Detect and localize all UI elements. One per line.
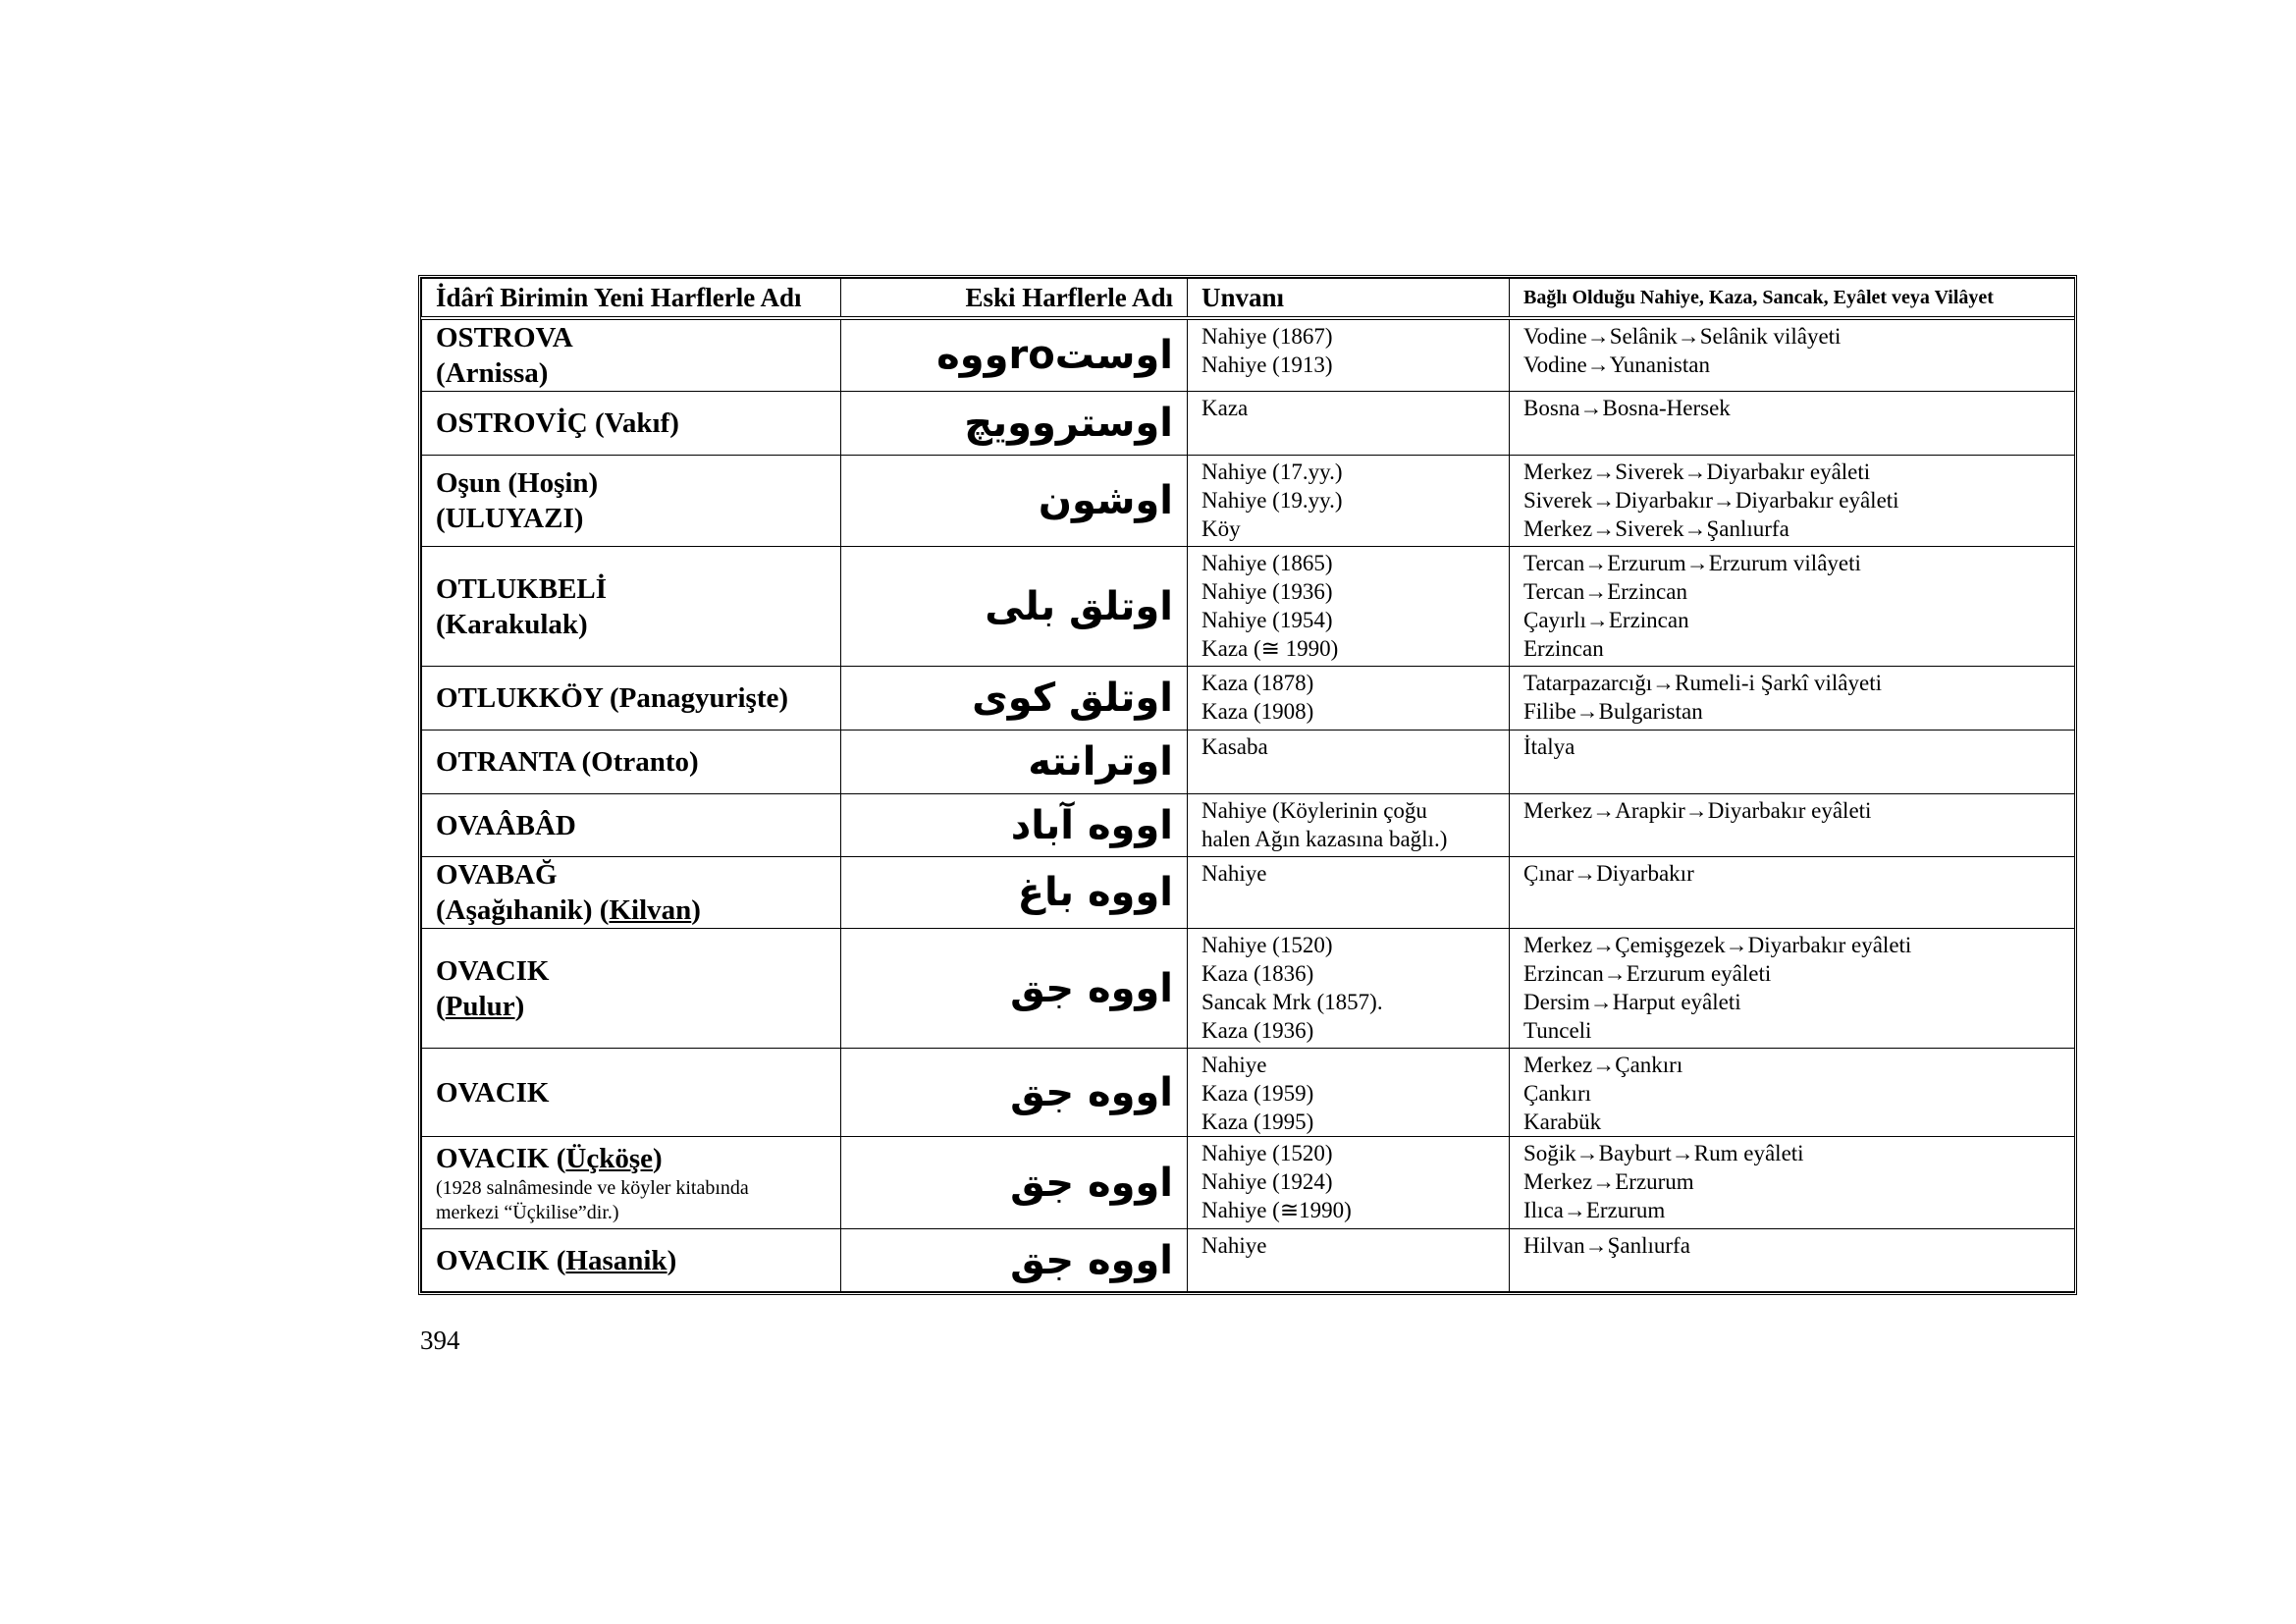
unit-name-cell xyxy=(422,1137,841,1229)
parent-line: Erzincan→Erzurum eyâleti xyxy=(1523,961,1772,986)
header-old-name: Eski Harflerle Adı xyxy=(841,279,1188,319)
old-script-name: اووه جق xyxy=(841,1049,1188,1137)
old-script-name: اووه جق xyxy=(841,1137,1188,1229)
unit-name-cell xyxy=(422,392,841,456)
title-line: Nahiye (1865) xyxy=(1201,551,1333,575)
table-row xyxy=(422,318,2075,392)
parent-line: Çayırlı→Erzincan xyxy=(1523,608,1689,632)
table-header-row xyxy=(422,279,2075,319)
old-script-name: اوترانته xyxy=(841,731,1188,794)
unit-name: OVACIK xyxy=(436,954,550,987)
underlined-name: Kilvan xyxy=(609,894,692,926)
title-line: Kasaba xyxy=(1201,734,1268,759)
administrative-units-table xyxy=(421,278,2075,1292)
title-cell xyxy=(1188,1229,1510,1292)
parent-line: Merkez→Siverek→Şanlıurfa xyxy=(1523,516,1789,541)
table-row xyxy=(422,392,2075,456)
unit-name-cell xyxy=(422,794,841,857)
old-script-name: اووه جق xyxy=(841,1229,1188,1292)
title-line: Kaza (1908) xyxy=(1201,699,1314,724)
table-row xyxy=(422,456,2075,547)
title-line: Nahiye xyxy=(1201,1053,1267,1077)
unit-name-cell xyxy=(422,731,841,794)
old-script-name: اوتلق بلى xyxy=(841,547,1188,667)
parent-line: Tercan→Erzincan xyxy=(1523,579,1687,604)
parent-line: Filibe→Bulgaristan xyxy=(1523,699,1703,724)
unit-name-cell xyxy=(422,456,841,547)
title-line: Kaza (1959) xyxy=(1201,1081,1314,1106)
title-cell xyxy=(1188,731,1510,794)
unit-name-cell xyxy=(422,667,841,731)
title-line: Nahiye (1520) xyxy=(1201,1141,1333,1165)
page-number: 394 xyxy=(420,1326,460,1355)
parent-line: Hilvan→Şanlıurfa xyxy=(1523,1233,1690,1258)
unit-name: OSTROVİÇ (Vakıf) xyxy=(436,407,679,439)
parent-line: Tercan→Erzurum→Erzurum vilâyeti xyxy=(1523,551,1861,575)
unit-alt-name: (Karakulak) xyxy=(436,608,588,640)
parent-cell xyxy=(1510,929,2075,1049)
table-row xyxy=(422,857,2075,929)
table-row xyxy=(422,731,2075,794)
table-row xyxy=(422,1229,2075,1292)
title-line: Nahiye (19.yy.) xyxy=(1201,488,1343,513)
title-line: Nahiye (17.yy.) xyxy=(1201,460,1343,484)
unit-name: OVACIK (Üçköşe) xyxy=(436,1142,663,1174)
unit-name: OVAÂBÂD xyxy=(436,809,576,841)
table-row xyxy=(422,794,2075,857)
parent-cell xyxy=(1510,547,2075,667)
parent-line: Bosna→Bosna-Hersek xyxy=(1523,396,1731,420)
unit-alt-name: (Pulur) xyxy=(436,990,525,1022)
parent-line: Vodine→Yunanistan xyxy=(1523,352,1710,377)
title-line: Nahiye (1867) xyxy=(1201,324,1333,349)
title-line: halen Ağın kazasına bağlı.) xyxy=(1201,827,1448,851)
title-cell xyxy=(1188,667,1510,731)
title-cell xyxy=(1188,794,1510,857)
title-cell xyxy=(1188,318,1510,392)
title-line: Nahiye (1924) xyxy=(1201,1169,1333,1194)
old-script-name: اوستروويچ xyxy=(841,392,1188,456)
parent-line: İtalya xyxy=(1523,734,1575,759)
title-line: Nahiye (1936) xyxy=(1201,579,1333,604)
title-cell xyxy=(1188,929,1510,1049)
parent-line: Tatarpazarcığı→Rumeli-i Şarkî vilâyeti xyxy=(1523,671,1882,695)
old-script-name: اوستroووه xyxy=(841,318,1188,392)
parent-line: Karabük xyxy=(1523,1110,1602,1134)
title-cell xyxy=(1188,392,1510,456)
old-script-name: اووه آباد xyxy=(841,794,1188,857)
parent-line: Merkez→Erzurum xyxy=(1523,1169,1694,1194)
header-parent: Bağlı Olduğu Nahiye, Kaza, Sancak, Eyâlet veya Vilâyet xyxy=(1510,279,2075,319)
parent-line: Vodine→Selânik→Selânik vilâyeti xyxy=(1523,324,1842,349)
table-row xyxy=(422,1049,2075,1137)
unit-alt-name: (Arnissa) xyxy=(436,357,549,389)
unit-name-cell xyxy=(422,929,841,1049)
title-cell xyxy=(1188,456,1510,547)
parent-line: Çankırı xyxy=(1523,1081,1591,1106)
header-title: Unvanı xyxy=(1188,279,1510,319)
title-line: Nahiye (1520) xyxy=(1201,933,1333,957)
unit-name: OTLUKKÖY (Panagyurişte) xyxy=(436,682,789,714)
parent-line: Merkez→Siverek→Diyarbakır eyâleti xyxy=(1523,460,1871,484)
unit-name-cell xyxy=(422,857,841,929)
parent-cell xyxy=(1510,731,2075,794)
unit-name: OSTROVA xyxy=(436,322,573,353)
unit-name-cell xyxy=(422,318,841,392)
title-line: Nahiye (1913) xyxy=(1201,352,1333,377)
parent-line: Merkez→Çemişgezek→Diyarbakır eyâleti xyxy=(1523,933,1912,957)
unit-name: OTLUKBELİ xyxy=(436,572,608,605)
unit-name: OVABAĞ xyxy=(436,859,558,891)
unit-name-cell xyxy=(422,1229,841,1292)
parent-cell xyxy=(1510,456,2075,547)
underlined-name: Üçköşe xyxy=(565,1142,654,1174)
parent-line: Dersim→Harput eyâleti xyxy=(1523,990,1741,1014)
unit-alt-name: (ULUYAZI) xyxy=(436,503,584,534)
title-line: Kaza xyxy=(1201,396,1249,420)
title-line: Sancak Mrk (1857). xyxy=(1201,990,1383,1014)
table-row xyxy=(422,1137,2075,1229)
title-line: Nahiye (1954) xyxy=(1201,608,1333,632)
parent-line: Çınar→Diyarbakır xyxy=(1523,861,1694,886)
table-row xyxy=(422,547,2075,667)
underlined-name: Hasanik xyxy=(565,1244,667,1276)
parent-line: Tunceli xyxy=(1523,1018,1592,1043)
unit-name: Oşun (Hoşin) xyxy=(436,467,599,499)
title-line: Nahiye xyxy=(1201,1233,1267,1258)
title-cell xyxy=(1188,1049,1510,1137)
parent-line: Ilıca→Erzurum xyxy=(1523,1198,1666,1222)
parent-cell xyxy=(1510,1049,2075,1137)
index-table-frame xyxy=(418,275,2077,1295)
parent-line: Erzincan xyxy=(1523,636,1604,661)
parent-line: Merkez→Arapkir→Diyarbakır eyâleti xyxy=(1523,798,1872,823)
table-row xyxy=(422,929,2075,1049)
parent-cell xyxy=(1510,318,2075,392)
title-line: Köy xyxy=(1201,516,1241,541)
title-line: Nahiye (≅1990) xyxy=(1201,1198,1352,1222)
parent-line: Siverek→Diyarbakır→Diyarbakır eyâleti xyxy=(1523,488,1899,513)
unit-alt-name: (Aşağıhanik) (Kilvan) xyxy=(436,894,701,926)
title-line: Kaza (1836) xyxy=(1201,961,1314,986)
unit-note: (1928 salnâmesinde ve köyler kitabında xyxy=(436,1176,749,1199)
unit-name-cell xyxy=(422,547,841,667)
unit-note: merkezi “Üçkilise”dir.) xyxy=(436,1201,619,1223)
title-line: Kaza (≅ 1990) xyxy=(1201,636,1339,661)
parent-cell xyxy=(1510,794,2075,857)
underlined-name: Pulur xyxy=(445,990,515,1022)
old-script-name: اوشون xyxy=(841,456,1188,547)
old-script-name: اووه جق xyxy=(841,929,1188,1049)
parent-cell xyxy=(1510,857,2075,929)
parent-cell xyxy=(1510,667,2075,731)
title-cell xyxy=(1188,547,1510,667)
title-cell xyxy=(1188,1137,1510,1229)
header-new-name: İdârî Birimin Yeni Harflerle Adı xyxy=(422,279,841,319)
title-line: Nahiye (Köylerinin çoğu xyxy=(1201,798,1427,823)
title-cell xyxy=(1188,857,1510,929)
parent-line: Merkez→Çankırı xyxy=(1523,1053,1683,1077)
old-script-name: اووه باغ xyxy=(841,857,1188,929)
parent-cell xyxy=(1510,1229,2075,1292)
title-line: Nahiye xyxy=(1201,861,1267,886)
unit-name: OVACIK xyxy=(436,1076,550,1109)
unit-name: OTRANTA (Otranto) xyxy=(436,746,699,778)
parent-cell xyxy=(1510,392,2075,456)
unit-name: OVACIK (Hasanik) xyxy=(436,1244,677,1276)
parent-line: Soğik→Bayburt→Rum eyâleti xyxy=(1523,1141,1804,1165)
title-line: Kaza (1936) xyxy=(1201,1018,1314,1043)
title-line: Kaza (1878) xyxy=(1201,671,1314,695)
unit-name-cell xyxy=(422,1049,841,1137)
old-script-name: اوتلق كوى xyxy=(841,667,1188,731)
table-row xyxy=(422,667,2075,731)
parent-cell xyxy=(1510,1137,2075,1229)
title-line: Kaza (1995) xyxy=(1201,1110,1314,1134)
